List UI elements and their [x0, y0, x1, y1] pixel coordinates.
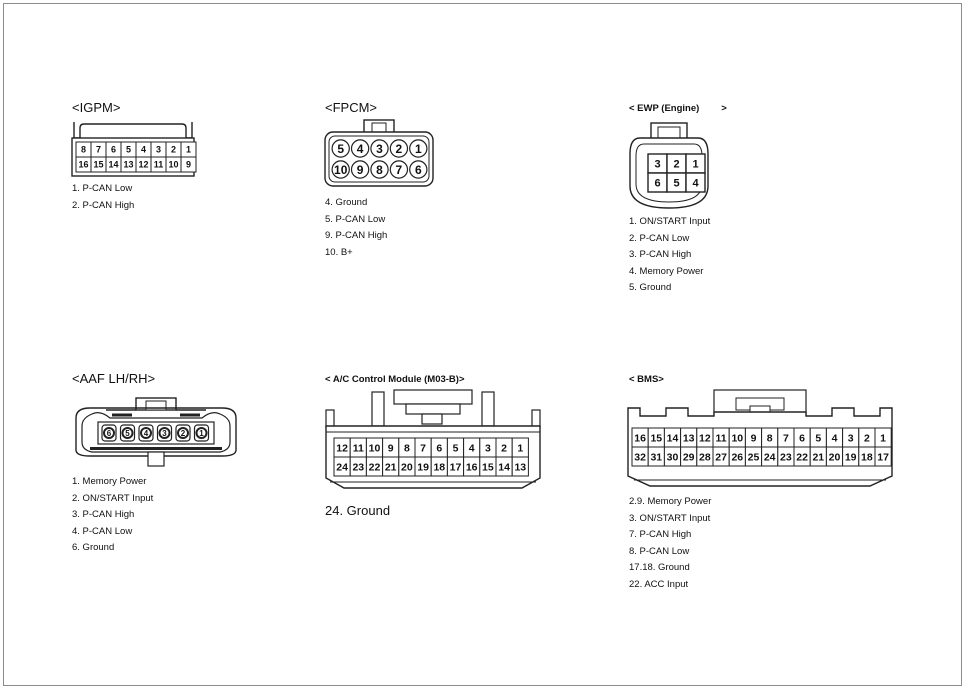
svg-text:5: 5 [815, 432, 822, 445]
aaf-note: 3. P-CAN High [72, 509, 135, 520]
pin-8 [762, 428, 778, 447]
pin-6 [106, 142, 121, 157]
svg-text:22: 22 [368, 461, 381, 474]
svg-text:6: 6 [414, 162, 422, 177]
svg-text:11: 11 [153, 159, 164, 170]
pin-10 [332, 161, 349, 178]
svg-text:14: 14 [666, 432, 679, 445]
svg-text:18: 18 [433, 461, 446, 474]
svg-text:13: 13 [123, 159, 134, 170]
pin-24 [762, 447, 778, 466]
igpm-title: <IGPM> [72, 100, 121, 115]
diagram-frame [3, 3, 962, 686]
pin-2 [176, 425, 190, 441]
bms-note: 7. P-CAN High [629, 529, 692, 540]
pin-2 [390, 140, 407, 157]
svg-text:5: 5 [452, 442, 459, 455]
svg-text:9: 9 [356, 162, 364, 177]
fpcm-connector [322, 118, 437, 190]
svg-text:5: 5 [337, 141, 345, 156]
svg-text:13: 13 [682, 432, 695, 445]
svg-text:19: 19 [844, 451, 857, 464]
svg-text:16: 16 [634, 432, 646, 445]
aaf-note: 2. ON/START Input [72, 492, 154, 504]
pin-30 [664, 447, 680, 466]
fpcm-title: <FPCM> [325, 100, 378, 115]
pin-25 [745, 447, 761, 466]
svg-text:2: 2 [863, 432, 870, 445]
svg-text:4: 4 [692, 177, 699, 190]
pin-6 [410, 161, 427, 178]
aaf-connector [70, 394, 242, 470]
pin-4 [136, 142, 151, 157]
svg-text:1: 1 [880, 432, 887, 445]
svg-text:7: 7 [782, 432, 789, 445]
aaf-note: 1. Memory Power [72, 476, 147, 487]
pin-1 [875, 428, 891, 447]
pin-5 [121, 142, 136, 157]
pin-8 [399, 438, 415, 457]
svg-text:2: 2 [501, 442, 508, 455]
svg-text:25: 25 [747, 451, 760, 464]
svg-text:16: 16 [78, 159, 89, 170]
pin-16 [632, 428, 648, 447]
svg-text:15: 15 [482, 461, 494, 474]
svg-text:4: 4 [831, 432, 838, 445]
pin-15 [480, 457, 496, 476]
svg-text:2: 2 [170, 144, 177, 155]
igpm-note: 1. P-CAN Low [72, 183, 133, 194]
fpcm-note: 5. P-CAN Low [325, 213, 386, 225]
pin-14 [106, 157, 121, 172]
pin-13 [512, 457, 528, 476]
pin-10 [366, 438, 382, 457]
svg-text:3: 3 [847, 432, 854, 445]
pin-4 [686, 173, 705, 192]
pin-7 [415, 438, 431, 457]
svg-text:9: 9 [185, 159, 192, 170]
igpm-note: 2. P-CAN High [72, 199, 135, 211]
svg-text:29: 29 [682, 451, 695, 464]
svg-text:17: 17 [877, 451, 889, 464]
svg-text:23: 23 [352, 461, 365, 474]
pin-6 [102, 425, 116, 441]
svg-text:10: 10 [168, 159, 179, 170]
bms-pin-notes [629, 494, 711, 593]
pin-3 [371, 140, 388, 157]
pin-17 [875, 447, 891, 466]
svg-text:7: 7 [420, 442, 427, 455]
svg-text:24: 24 [336, 461, 348, 474]
pin-5 [332, 140, 349, 157]
pin-10 [729, 428, 745, 447]
pin-3 [158, 425, 172, 441]
pin-12 [136, 157, 151, 172]
svg-text:20: 20 [828, 451, 841, 464]
pin-3 [480, 438, 496, 457]
ewp-connector [626, 120, 712, 212]
pin-16 [76, 157, 91, 172]
svg-text:26: 26 [731, 451, 744, 464]
fpcm-pin-notes [325, 195, 387, 261]
svg-text:7: 7 [395, 162, 403, 177]
svg-text:8: 8 [376, 162, 383, 177]
pin-23 [778, 447, 794, 466]
svg-text:12: 12 [699, 432, 711, 445]
svg-text:30: 30 [666, 451, 679, 464]
svg-text:3: 3 [162, 429, 167, 438]
pin-19 [843, 447, 859, 466]
pin-21 [810, 447, 826, 466]
pin-15 [648, 428, 664, 447]
bms-note: 22. ACC Input [629, 578, 689, 590]
pin-18 [431, 457, 447, 476]
aaf-note: 6. Ground [72, 542, 115, 553]
pin-11 [713, 428, 729, 447]
svg-text:12: 12 [336, 442, 348, 455]
svg-text:19: 19 [417, 461, 429, 474]
bms-note: 8. P-CAN Low [629, 545, 690, 557]
pin-19 [415, 457, 431, 476]
svg-text:18: 18 [861, 451, 873, 464]
svg-text:3: 3 [376, 141, 383, 156]
pin-1 [686, 154, 705, 173]
svg-text:24: 24 [763, 451, 776, 464]
svg-text:1: 1 [199, 429, 204, 438]
svg-text:5: 5 [125, 429, 130, 438]
svg-text:8: 8 [766, 432, 773, 445]
pin-3 [648, 154, 667, 173]
pin-12 [334, 438, 350, 457]
svg-text:2: 2 [395, 141, 403, 156]
bms-title: < BMS> [629, 374, 664, 385]
pin-14 [664, 428, 680, 447]
svg-text:1: 1 [517, 442, 524, 455]
svg-text:2: 2 [180, 429, 186, 438]
pin-5 [447, 438, 463, 457]
svg-text:1: 1 [185, 144, 192, 155]
svg-text:11: 11 [715, 432, 727, 445]
pin-22 [366, 457, 382, 476]
ewp-pin-notes [629, 214, 710, 297]
pin-3 [151, 142, 166, 157]
svg-text:5: 5 [125, 144, 132, 155]
pin-9 [383, 438, 399, 457]
pin-5 [810, 428, 826, 447]
fpcm-note: 4. Ground [325, 197, 368, 208]
svg-text:4: 4 [468, 442, 475, 455]
pin-2 [166, 142, 181, 157]
svg-text:4: 4 [143, 429, 149, 438]
ewp-note: 5. Ground [629, 282, 672, 293]
pin-10 [166, 157, 181, 172]
pin-18 [859, 447, 875, 466]
svg-text:6: 6 [654, 177, 661, 190]
pin-7 [91, 142, 106, 157]
pin-22 [794, 447, 810, 466]
svg-text:6: 6 [106, 429, 112, 438]
pin-15 [91, 157, 106, 172]
pin-2 [496, 438, 512, 457]
svg-text:14: 14 [108, 159, 119, 170]
pin-3 [843, 428, 859, 447]
pin-9 [352, 161, 369, 178]
pin-1 [195, 425, 209, 441]
svg-text:3: 3 [654, 158, 661, 171]
pin-13 [121, 157, 136, 172]
svg-text:22: 22 [796, 451, 808, 464]
svg-text:12: 12 [138, 159, 149, 170]
pin-5 [667, 173, 686, 192]
svg-text:20: 20 [401, 461, 413, 474]
svg-text:11: 11 [352, 442, 364, 455]
pin-20 [826, 447, 842, 466]
pin-14 [496, 457, 512, 476]
pin-13 [681, 428, 697, 447]
svg-text:6: 6 [110, 144, 117, 155]
pin-11 [151, 157, 166, 172]
pin-4 [826, 428, 842, 447]
pin-6 [648, 173, 667, 192]
svg-text:27: 27 [715, 451, 727, 464]
svg-text:21: 21 [384, 461, 397, 474]
svg-text:5: 5 [673, 177, 680, 190]
svg-text:1: 1 [692, 158, 699, 171]
svg-text:32: 32 [634, 451, 646, 464]
pin-7 [778, 428, 794, 447]
pin-8 [76, 142, 91, 157]
ewp-note: 3. P-CAN High [629, 249, 692, 260]
svg-text:10: 10 [731, 432, 744, 445]
svg-text:13: 13 [514, 461, 527, 474]
fpcm-note: 10. B+ [325, 246, 353, 258]
pin-20 [399, 457, 415, 476]
bms-note: 3. ON/START Input [629, 512, 711, 524]
svg-text:8: 8 [403, 442, 410, 455]
ac-pin-note: 24. Ground [325, 503, 391, 518]
bms-note: 2.9. Memory Power [629, 496, 712, 507]
svg-text:15: 15 [650, 432, 663, 445]
svg-text:6: 6 [799, 432, 806, 445]
ewp-note: 2. P-CAN Low [629, 232, 690, 244]
pin-9 [745, 428, 761, 447]
svg-text:15: 15 [93, 159, 104, 170]
pin-11 [350, 438, 366, 457]
svg-text:28: 28 [699, 451, 711, 464]
pin-1 [512, 438, 528, 457]
bms-note: 17.18. Ground [629, 562, 690, 573]
svg-text:9: 9 [387, 442, 394, 455]
svg-text:1: 1 [414, 141, 422, 156]
svg-text:31: 31 [650, 451, 663, 464]
pin-2 [859, 428, 875, 447]
ewp-note: 4. Memory Power [629, 265, 704, 277]
svg-text:4: 4 [356, 141, 364, 156]
ac-connector [322, 388, 544, 500]
svg-text:23: 23 [780, 451, 792, 464]
pin-12 [697, 428, 713, 447]
pin-5 [121, 425, 135, 441]
igpm-pin-notes [72, 181, 134, 214]
pin-7 [390, 161, 407, 178]
ewp-note: 1. ON/START Input [629, 216, 711, 227]
pin-17 [447, 457, 463, 476]
pin-27 [713, 447, 729, 466]
svg-text:4: 4 [140, 144, 147, 155]
pin-28 [697, 447, 713, 466]
pin-9 [181, 157, 196, 172]
pin-1 [181, 142, 196, 157]
svg-text:6: 6 [436, 442, 443, 455]
svg-text:14: 14 [498, 461, 510, 474]
svg-text:7: 7 [95, 144, 102, 155]
svg-text:3: 3 [155, 144, 162, 155]
pin-21 [383, 457, 399, 476]
svg-text:10: 10 [368, 442, 381, 455]
ewp-title-main: < EWP (Engine) [629, 103, 700, 114]
pin-26 [729, 447, 745, 466]
pin-1 [410, 140, 427, 157]
svg-text:9: 9 [750, 432, 757, 445]
svg-text:3: 3 [484, 442, 491, 455]
igpm-connector [70, 118, 200, 180]
pin-6 [794, 428, 810, 447]
pin-4 [139, 425, 153, 441]
svg-text:21: 21 [812, 451, 825, 464]
svg-text:10: 10 [334, 162, 348, 177]
pin-16 [464, 457, 480, 476]
aaf-pin-notes [72, 474, 153, 557]
pin-32 [632, 447, 648, 466]
pin-2 [667, 154, 686, 173]
pin-29 [681, 447, 697, 466]
pin-4 [464, 438, 480, 457]
pin-23 [350, 457, 366, 476]
ewp-title-suffix: > [721, 103, 727, 114]
svg-text:2: 2 [673, 158, 680, 171]
svg-text:16: 16 [465, 461, 478, 474]
pin-6 [431, 438, 447, 457]
bms-connector [626, 388, 896, 492]
ac-title: < A/C Control Module (M03-B)> [325, 374, 465, 385]
pin-24 [334, 457, 350, 476]
aaf-title: <AAF LH/RH> [72, 371, 156, 386]
pin-31 [648, 447, 664, 466]
aaf-note: 4. P-CAN Low [72, 525, 133, 537]
fpcm-note: 9. P-CAN High [325, 230, 388, 241]
pin-8 [371, 161, 388, 178]
svg-text:8: 8 [80, 144, 87, 155]
svg-text:17: 17 [449, 461, 462, 474]
pin-4 [352, 140, 369, 157]
ewp-title [629, 103, 727, 114]
